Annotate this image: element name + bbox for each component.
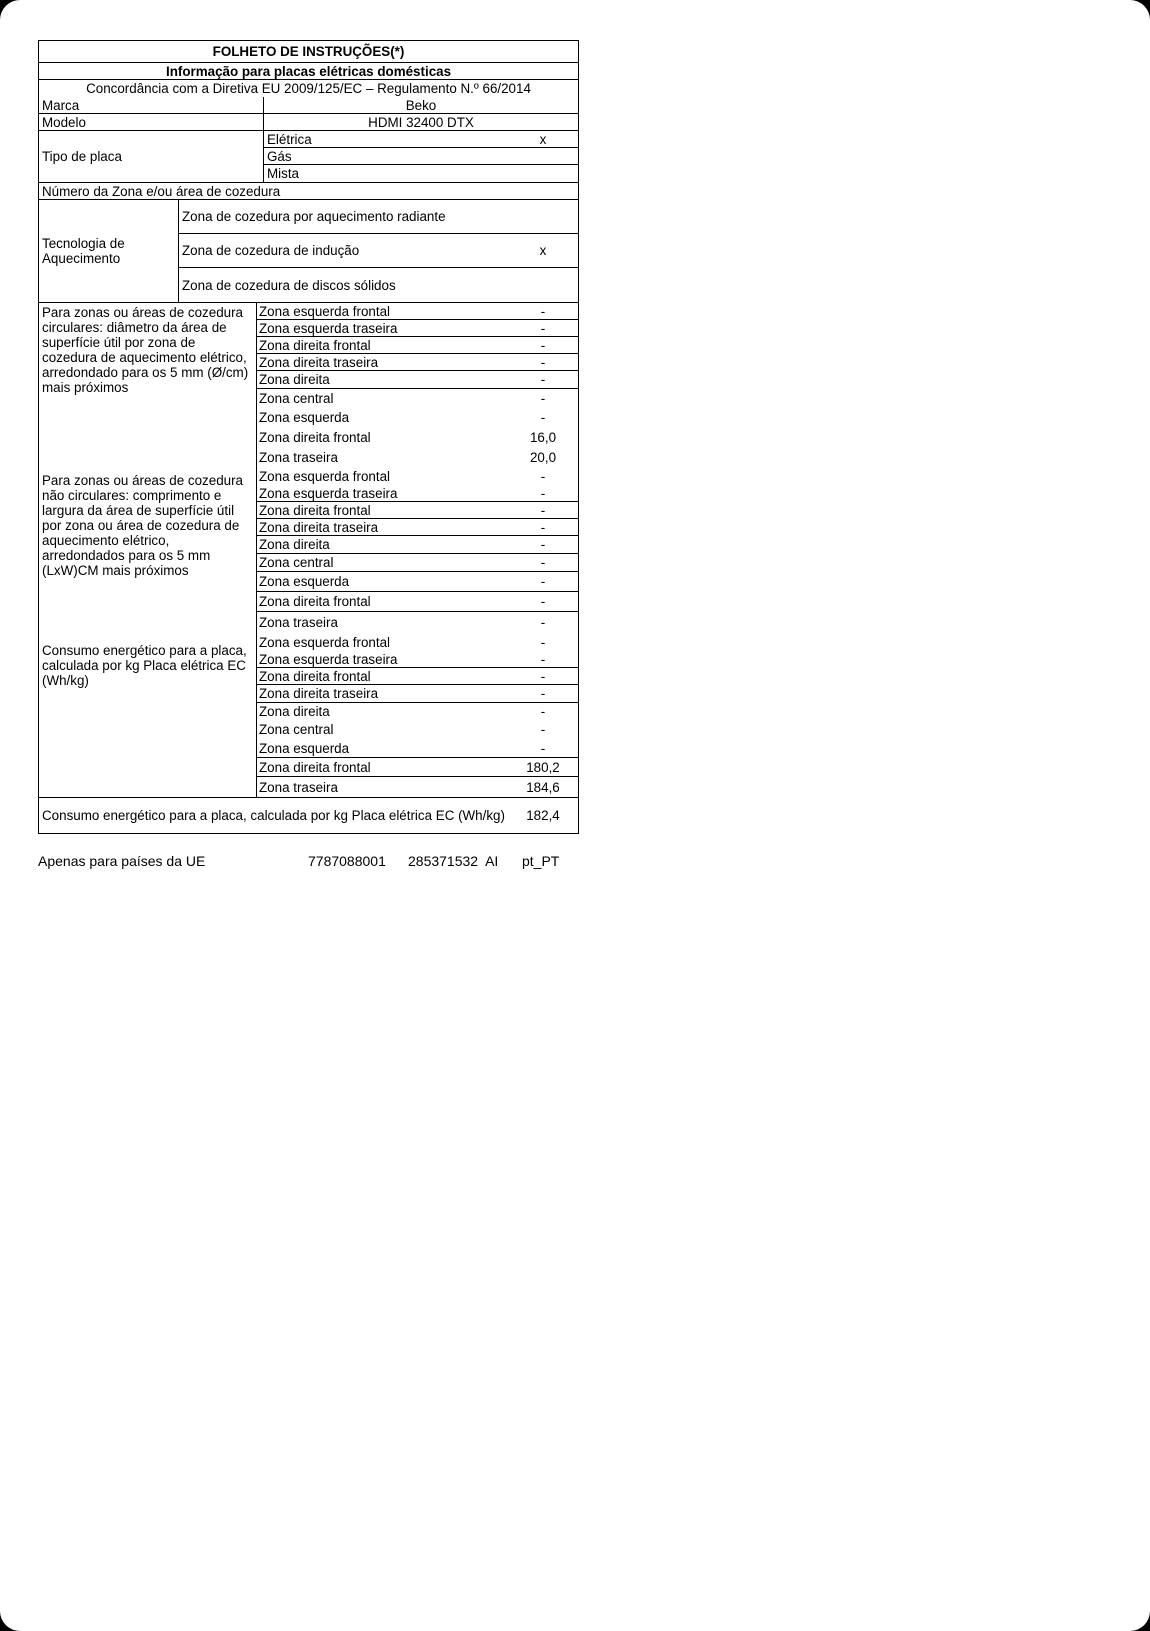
total-energy-value: 182,4 [526,808,560,823]
zone-value: - [540,519,546,535]
zone-value: 20,0 [529,450,557,465]
zone-name: Zona direita traseira [259,354,379,370]
hob-type-option [264,148,578,165]
zone-row [257,303,578,320]
zone-row [257,502,578,519]
zone-row [257,685,578,703]
zone-row [257,519,578,536]
zone-row [257,337,578,354]
fiche-title-text: FOLHETO DE INSTRUÇÕES(*) [212,44,405,59]
zone-name: Zona central [259,391,334,406]
energy-zones-label: Consumo energético para a placa, calculada por kg Placa elétrica EC (Wh/kg) [42,643,247,688]
compliance-text: Concordância com a Diretiva EU 2009/125/EC – Regulamento N.º 66/2014 [86,81,531,96]
zone-value: - [540,686,546,701]
hob-type-block [39,131,578,183]
zone-name: Zona esquerda traseira [259,485,398,501]
zones-rows [257,303,578,797]
footer-locale: pt_PT [522,853,560,869]
fiche-subtitle-text: Informação para placas elétricas domésticas [165,63,452,79]
heating-technology-name: Zona de cozedura de indução [182,243,360,258]
zone-name: Zona esquerda [259,740,350,756]
zone-row [257,320,578,337]
zone-value: - [540,337,546,353]
zone-name: Zona esquerda frontal [259,303,391,319]
zone-value: - [540,574,546,589]
footer-code-2: 285371532 AI [408,853,499,869]
hob-type-name: Elétrica [267,131,312,147]
brand-row [39,97,578,114]
zone-value: - [540,651,546,667]
zone-value: - [540,634,546,650]
page-corner [1126,1607,1150,1631]
heating-technology-name: Zona de cozedura por aquecimento radiante [182,209,446,224]
zone-value: - [540,468,546,484]
zone-name: Zona direita [259,704,330,719]
zone-row [257,467,578,485]
brand-label: Marca [39,97,264,113]
zone-row [257,554,578,572]
zone-value: - [540,537,546,552]
zone-row [257,739,578,758]
zone-name: Zona direita frontal [259,337,371,353]
heating-technology-option [179,268,578,302]
zone-row [257,485,578,502]
fiche-title [39,41,578,63]
zone-name: Zona direita frontal [259,502,371,518]
zone-name: Zona direita traseira [259,519,379,535]
zone-name: Zona direita frontal [259,430,371,445]
zone-value: - [540,502,546,518]
zone-row [257,758,578,777]
zone-row [257,572,578,592]
zone-name: Zona esquerda traseira [259,320,398,336]
model-value: HDMI 32400 DTX [368,114,474,130]
zone-row [257,720,578,739]
hob-type-mark [508,148,578,164]
heating-technology-option [179,200,578,234]
heating-technology-mark: x [539,243,547,258]
model-row [39,114,578,131]
zone-row [257,703,578,720]
zone-name: Zona traseira [259,450,338,465]
zone-value: - [540,372,546,387]
hob-type-mark [508,165,578,182]
hob-type-name: Mista [267,166,299,181]
zone-name: Zona direita traseira [259,686,379,701]
zone-value: - [540,354,546,370]
zone-value: - [540,740,546,756]
zones-descriptions [39,303,257,797]
heating-technology-label: Tecnologia de Aquecimento [39,200,179,302]
hob-type-options [264,131,578,182]
hob-type-option [264,131,578,148]
product-fiche-table [38,40,579,834]
zone-name: Zona direita frontal [259,759,371,775]
heating-technology-mark [508,200,578,233]
zone-name: Zona direita [259,372,330,387]
zone-row [257,668,578,685]
hob-type-label: Tipo de placa [39,131,264,182]
zone-value: 184,6 [526,779,560,795]
zone-name: Zona esquerda [259,574,350,589]
zone-value: - [540,615,546,630]
zone-row [257,612,578,633]
zone-value: - [540,485,546,501]
zone-value: - [540,668,546,684]
model-label: Modelo [39,114,264,130]
zone-name: Zona direita frontal [259,668,371,684]
zone-value: - [540,410,546,425]
heating-technology-block [39,200,578,303]
zone-row [257,371,578,389]
non-circular-zones-label: Para zonas ou áreas de cozedura não circulares: comprimento e largura da área de superfície útil por zona ou área de cozedura de aquecimento elétrico, arredondados para os 5 mm (LxW)CM mais próximos [42,473,243,578]
page-corner [0,1607,24,1631]
heating-technology-mark [508,268,578,302]
zone-name: Zona esquerda [259,410,350,425]
hob-type-option [264,165,578,182]
hob-type-name: Gás [267,148,292,164]
zone-name: Zona direita frontal [259,594,371,609]
zone-row [257,777,578,797]
zone-name: Zona esquerda frontal [259,634,391,650]
zone-value: - [540,594,546,609]
heating-technology-option [179,234,578,268]
zone-value: - [540,320,546,336]
zone-count-row [39,183,578,200]
footer-note: Apenas para países da UE [38,853,206,869]
zones-block [39,303,578,798]
circular-zones-label: Para zonas ou áreas de cozedura circulares: diâmetro da área de superfície útil por zona de cozedura de aquecimento elétrico, arredondado para os 5 mm (Ø/cm) mais próximos [42,305,249,395]
zone-row [257,651,578,668]
zone-value: - [540,555,546,570]
zone-name: Zona central [259,722,334,737]
compliance-line [39,80,578,97]
footer-code-1: 7787088001 [308,853,386,869]
zone-row [257,389,578,408]
zone-row [257,536,578,554]
zone-count-label: Número da Zona e/ou área de cozedura [42,183,281,199]
zone-name: Zona esquerda frontal [259,468,391,484]
total-energy-row [39,798,578,834]
zone-name: Zona central [259,555,334,570]
zone-row [257,408,578,427]
footer [38,851,577,871]
zone-row [257,633,578,651]
page-corner [0,0,24,24]
zone-value: - [540,391,546,406]
zone-row [257,427,578,448]
heating-technology-options [179,200,578,302]
zone-name: Zona traseira [259,615,338,630]
zone-name: Zona direita [259,537,330,552]
fiche-subtitle [39,63,578,80]
zone-value: 16,0 [529,430,557,445]
zone-row [257,354,578,371]
page-corner [1126,0,1150,24]
zone-name: Zona esquerda traseira [259,651,398,667]
zone-value: - [540,722,546,737]
zone-value: - [540,303,546,319]
hob-type-mark: x [539,131,547,147]
brand-value: Beko [405,97,437,113]
zone-value: 180,2 [526,759,560,775]
zone-row [257,448,578,467]
total-energy-label: Consumo energético para a placa, calculada por kg Placa elétrica EC (Wh/kg) [42,808,505,823]
heating-technology-name: Zona de cozedura de discos sólidos [182,277,396,293]
zone-row [257,592,578,612]
zone-name: Zona traseira [259,779,338,795]
zone-value: - [540,704,546,719]
